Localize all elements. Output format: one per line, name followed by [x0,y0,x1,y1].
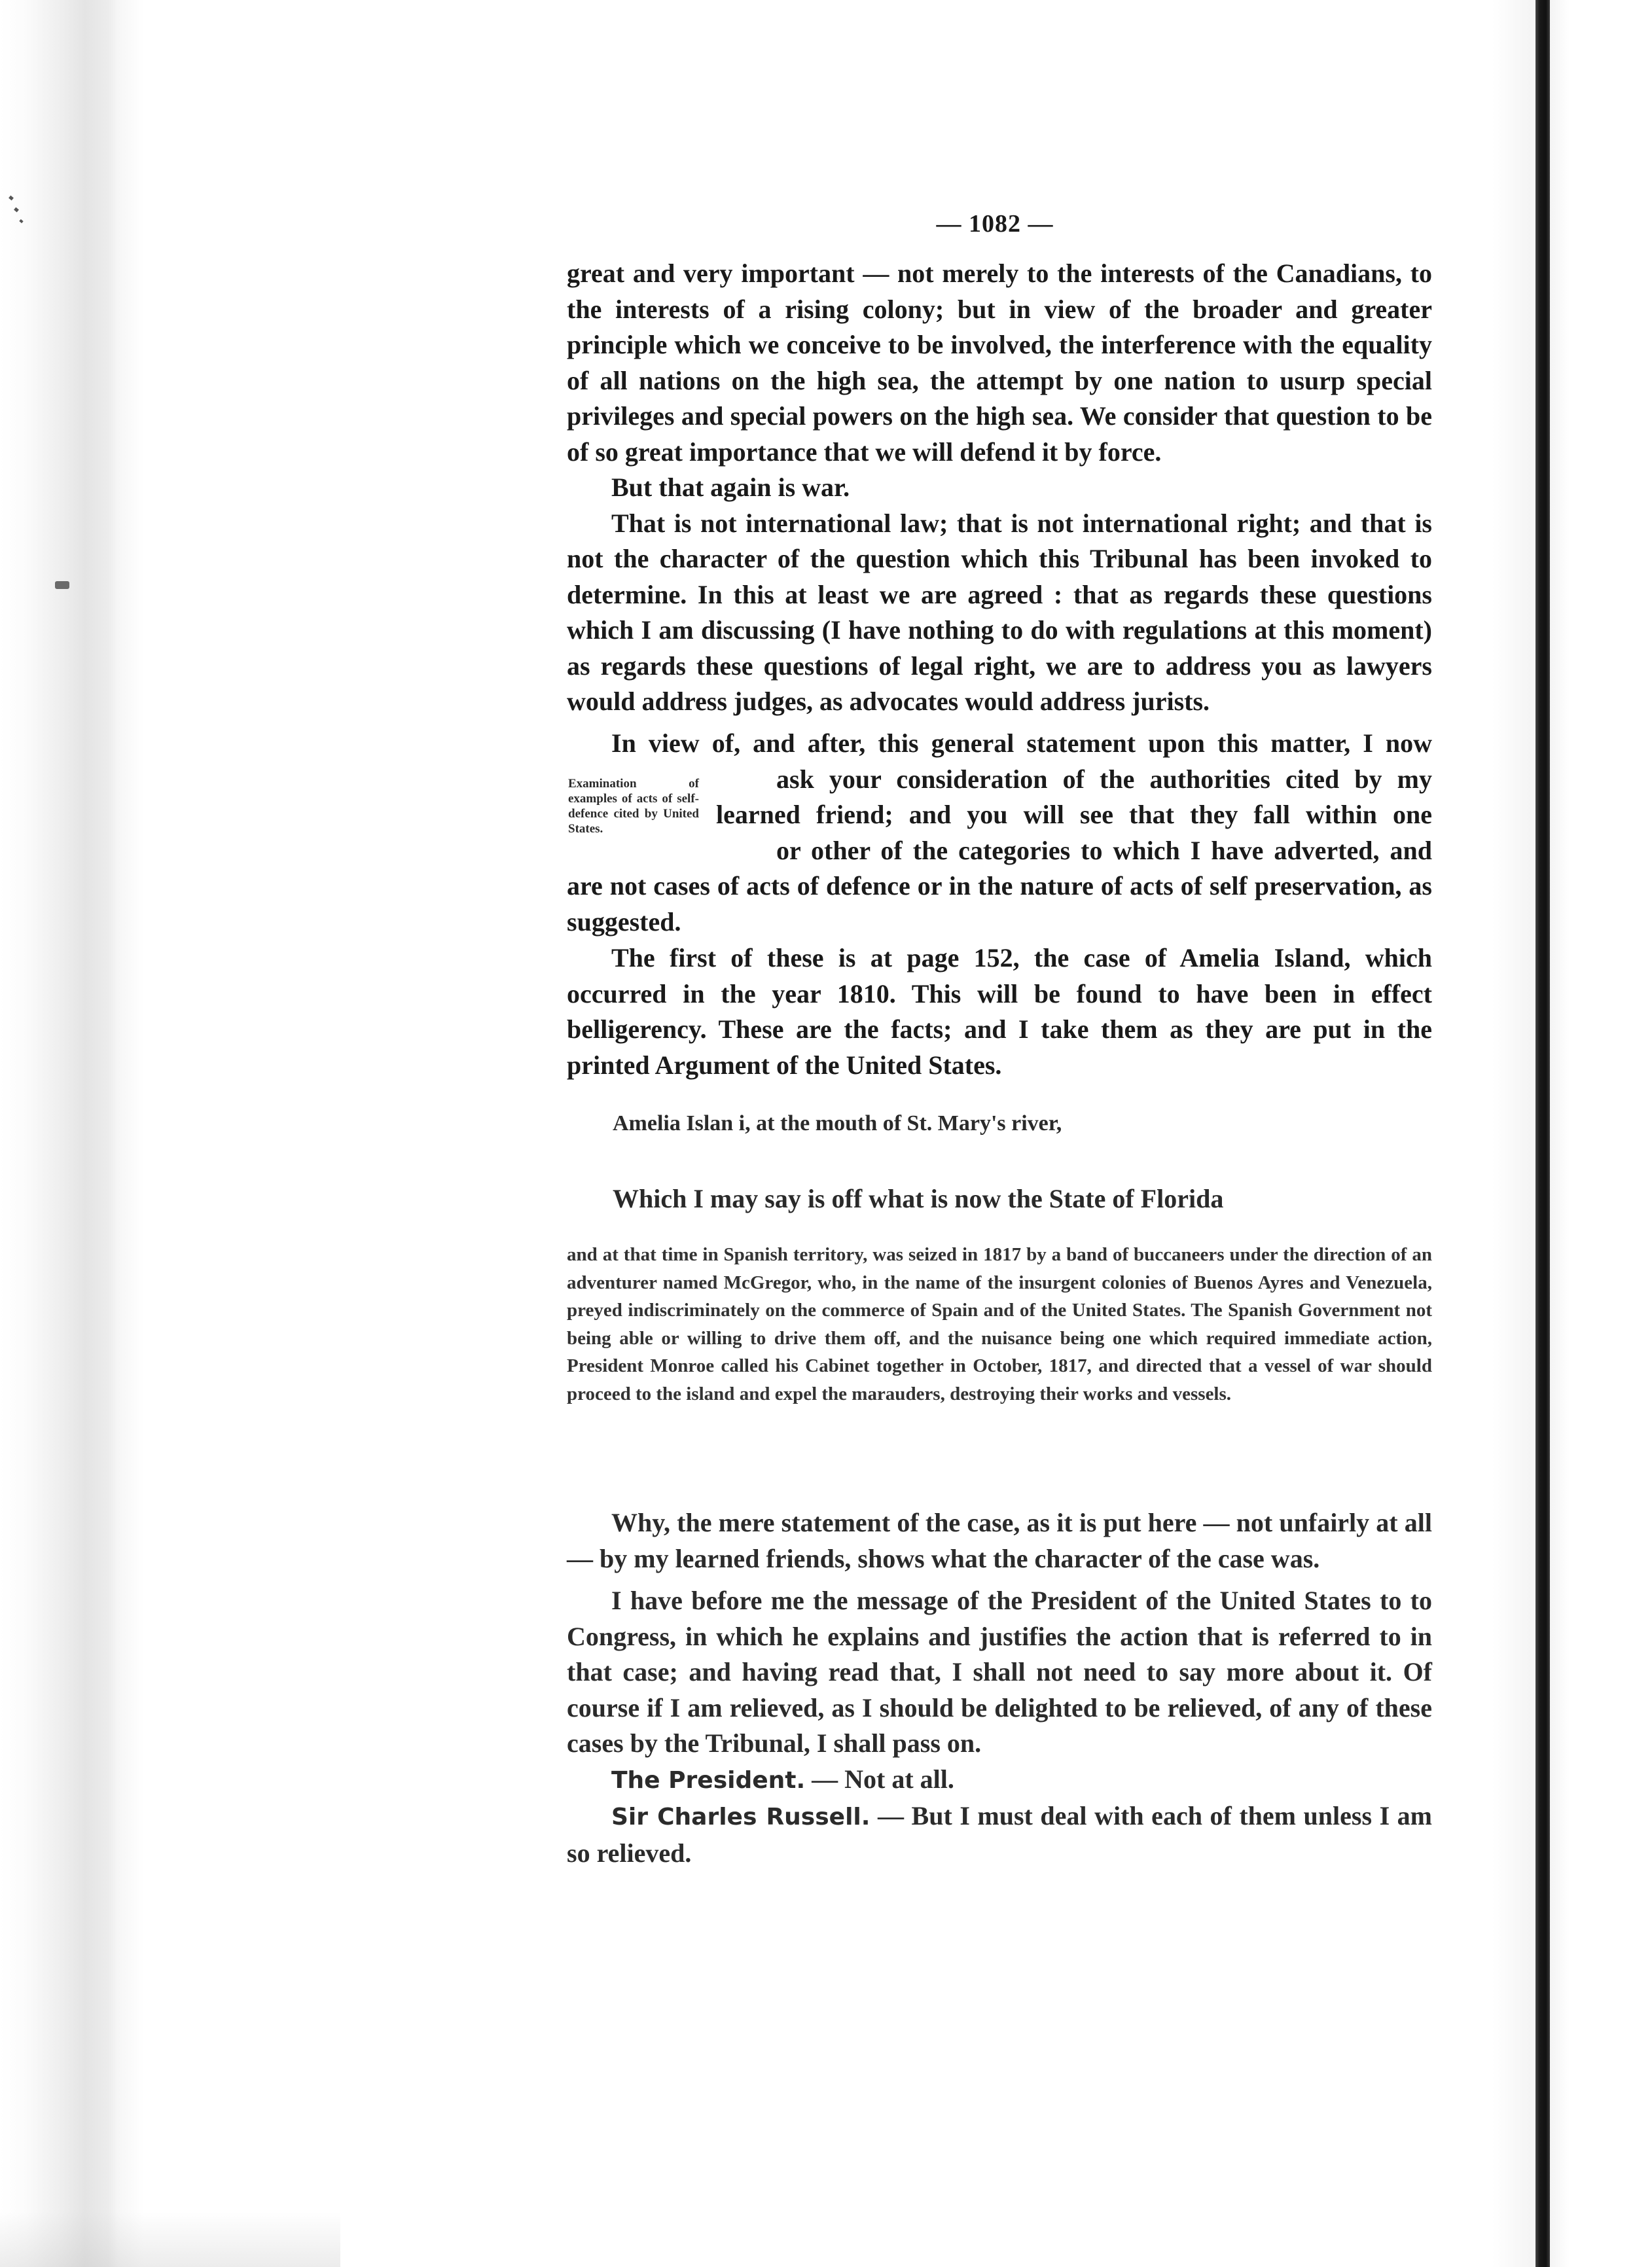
page-number: — 1082 — [936,210,1054,238]
dialogue-line [567,1798,1432,1871]
text-block-top [567,256,1432,720]
paragraph: The first of these is at page 152, the case of Amelia Island, which occurred in the year 1810. This will be found to have been in effect belligerency. These are the facts; and I take them as they are put in the printed Argument of the United States. [567,943,1432,1080]
scan-gutter [1535,0,1550,2267]
speaker-name: Sir Charles Russell. [611,1804,871,1830]
scan-right-edge [1550,0,1652,2267]
speaker-name: The President. [611,1766,806,1794]
scan-left-edge [0,0,118,2267]
dialogue-line [567,1762,1432,1799]
scan-mark [55,581,69,589]
paragraph-side-line: learned friend; and you will see that they fall within one [716,800,1432,829]
paragraph: great and very important — not merely to the interests of the Canadians, to the interests of a rising colony; but in view of the broader and greater principle which we conceive to be involved, the interference with the equality of all nations on the high sea, the attempt by one nation to usurp special privileges and special powers on the high sea. We consider that question to be of so great importance that we will defend it by force. [567,259,1432,467]
text-block-amelia [567,940,1432,1083]
paragraph-first-line: In view of, and after, this general statement upon this matter, I now [611,728,1432,758]
paragraph: I have before me the message of the President of the United States to to Congress, in which he explains and justifies the action that is referred to in that case; and having read that, I shall not need to say more about it. Of course if I am relieved, as I should be delighted to be relieved, of any of these cases by the Tribunal, I shall pass on. [567,1586,1432,1758]
block-quote: and at that time in Spanish territory, was seized in 1817 by a band of buccaneers under the direction of an adventurer named McGregor, who, in the name of the insurgent colonies of Buenos Ayres and Venezuela, preyed indiscriminately on the commerce of Spain and of the United States. The Spanish Government not being able or willing to drive them off, and the nuisance being one which required immediate action, President Monroe called his Cabinet together in October, 1817, and directed that a vessel of war should proceed to the island and expel the marauders, destroying their works and vessels. [567,1244,1432,1404]
text-block-bottom [567,1505,1432,1871]
paragraph: are not cases of acts of defence or in the nature of acts of self preservation, as suggested. [567,871,1432,937]
margin-note: Examination of examples of acts of self-defence cited by United States. [568,777,699,836]
dialogue-text: — But I must deal with each of them unless I am so relieved. [567,1801,1432,1868]
paragraph: But that again is war. [611,473,850,502]
dialogue-text: — Not at all. [805,1764,954,1794]
paragraph-side-line: or other of the categories to which I have adverted, and [776,835,1432,865]
scan-bottom-shadow [0,2212,340,2267]
paragraph: That is not international law; that is not international right; and that is not the character of the question which this Tribunal has been invoked to determine. In this at least we are agreed : that as regards these questions which I am discussing (I have nothing to do with regulations at this moment) as regards these questions of legal right, we are to address you as lawyers would address judges, as advocates would address jurists. [567,508,1432,716]
paragraph: Why, the mere statement of the case, as it is put here — not unfairly at all — by my learned friends, shows what the character of the case was. [567,1508,1432,1573]
quote-line: Which I may say is off what is now the State of Florida [613,1184,1224,1213]
quote-line: Amelia Islan i, at the mouth of St. Mary's river, [613,1111,1062,1135]
paragraph-side-line: ask your consideration of the authorities cited by my [776,764,1432,794]
